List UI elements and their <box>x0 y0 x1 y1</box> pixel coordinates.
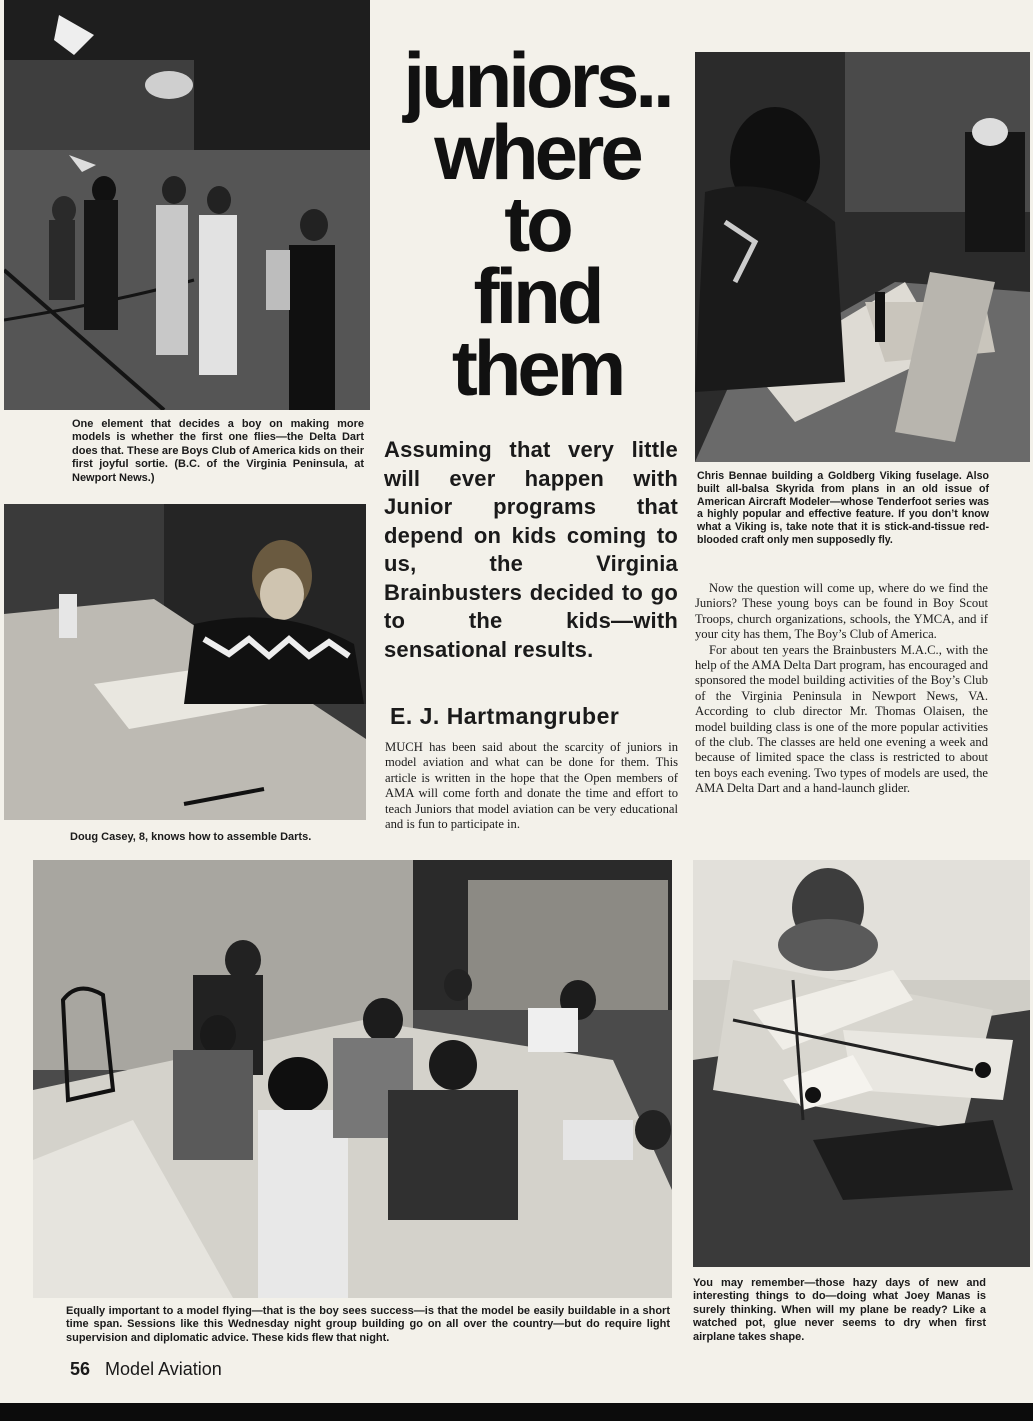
caption-joey: You may remember—those hazy days of new and interesting things to do—doing what Joey Manas is surely thinking. When will my plane be ready? Like a watched pot, glue never seems to dry when first airplane takes shape. <box>693 1277 986 1343</box>
caption-group: Equally important to a model flying—that is the boy sees success—is that the model be easily buildable in a short time span. Sessions like this Wednesday night group building go on all over the country—but do require light supervision and diplomatic advice. These kids flew that night. <box>66 1305 670 1344</box>
photo-chris-workbench <box>695 52 1030 462</box>
photo-gym-delta-dart-flight <box>4 0 370 410</box>
models-scene-graphic <box>693 860 1030 1267</box>
photo-group-building-session <box>33 860 672 1298</box>
photo-joey-manas-models <box>693 860 1030 1267</box>
group-scene-graphic <box>33 860 672 1298</box>
photo-doug-casey-table <box>4 504 366 820</box>
headline <box>378 36 696 412</box>
gym-scene-graphic <box>4 0 370 410</box>
magazine-name: Model Aviation <box>105 1359 222 1379</box>
headline-line-2: where <box>434 108 640 196</box>
body-column-1 <box>385 740 678 832</box>
headline-line-1: juniors.. <box>403 36 671 124</box>
body-paragraph-where-to-find: Now the question will come up, where do we find the Juniors? These young boys can be found in Boy Scout Troops, church organizations, schools, the YMCA, and if your city has them, The Boy’s Club of America. <box>695 581 988 642</box>
headline-line-5: them <box>451 324 623 412</box>
headline-line-3: to <box>504 180 570 268</box>
bottom-scan-edge <box>0 1403 1033 1421</box>
workbench-scene-graphic <box>695 52 1030 462</box>
table-scene-graphic <box>4 504 366 820</box>
caption-doug: Doug Casey, 8, knows how to assemble Darts. <box>70 831 312 843</box>
body-intro-paragraph: MUCH has been said about the scarcity of juniors in model aviation and what can be done for them. This article is written in the hope that the Open members of AMA will come forth and donate the time and effort to teach Juniors that model aviation can be very educational and is fun to participate in. <box>385 740 678 832</box>
page-number: 56 <box>70 1359 91 1379</box>
headline-line-4: find <box>473 252 601 340</box>
body-column-2 <box>695 581 988 797</box>
page-footer <box>70 1359 222 1380</box>
caption-chris: Chris Bennae building a Goldberg Viking fuselage. Also built all-balsa Skyrida from plans in an old issue of American Aircraft Modeler—whose Tenderfoot series was a highly popular and effective feature. If you don’t know what a Viking is, take note that it is stick-and-tissue red-blooded craft only men supposedly fly. <box>697 470 989 546</box>
body-paragraph-brainbusters: For about ten years the Brainbusters M.A.C., with the help of the AMA Delta Dart program, has encouraged and sponsored the model building activities of the Boy’s Club of the Virginia Peninsula in Newport News, VA. According to club director Mr. Thomas Olaisen, the model building class is one of the more popular activities of the club. The classes are held one evening a week and because of limited space the class is restricted to about ten boys each evening. Two types of models are used, the AMA Delta Dart and a hand-launch glider. <box>695 642 988 796</box>
byline: E. J. Hartmangruber <box>390 703 620 729</box>
caption-gym: One element that decides a boy on making more models is whether the first one flies—the Delta Dart does that. These are Boys Club of America kids on their first joyful sortie. (B.C. of the Virginia Peninsula, at Newport News.) <box>72 418 364 484</box>
deck-subheadline: Assuming that very little will ever happen with Junior programs that depend on kids coming to us, the Virginia Brainbusters decided to go to the kids—with sensational results. <box>384 437 678 662</box>
